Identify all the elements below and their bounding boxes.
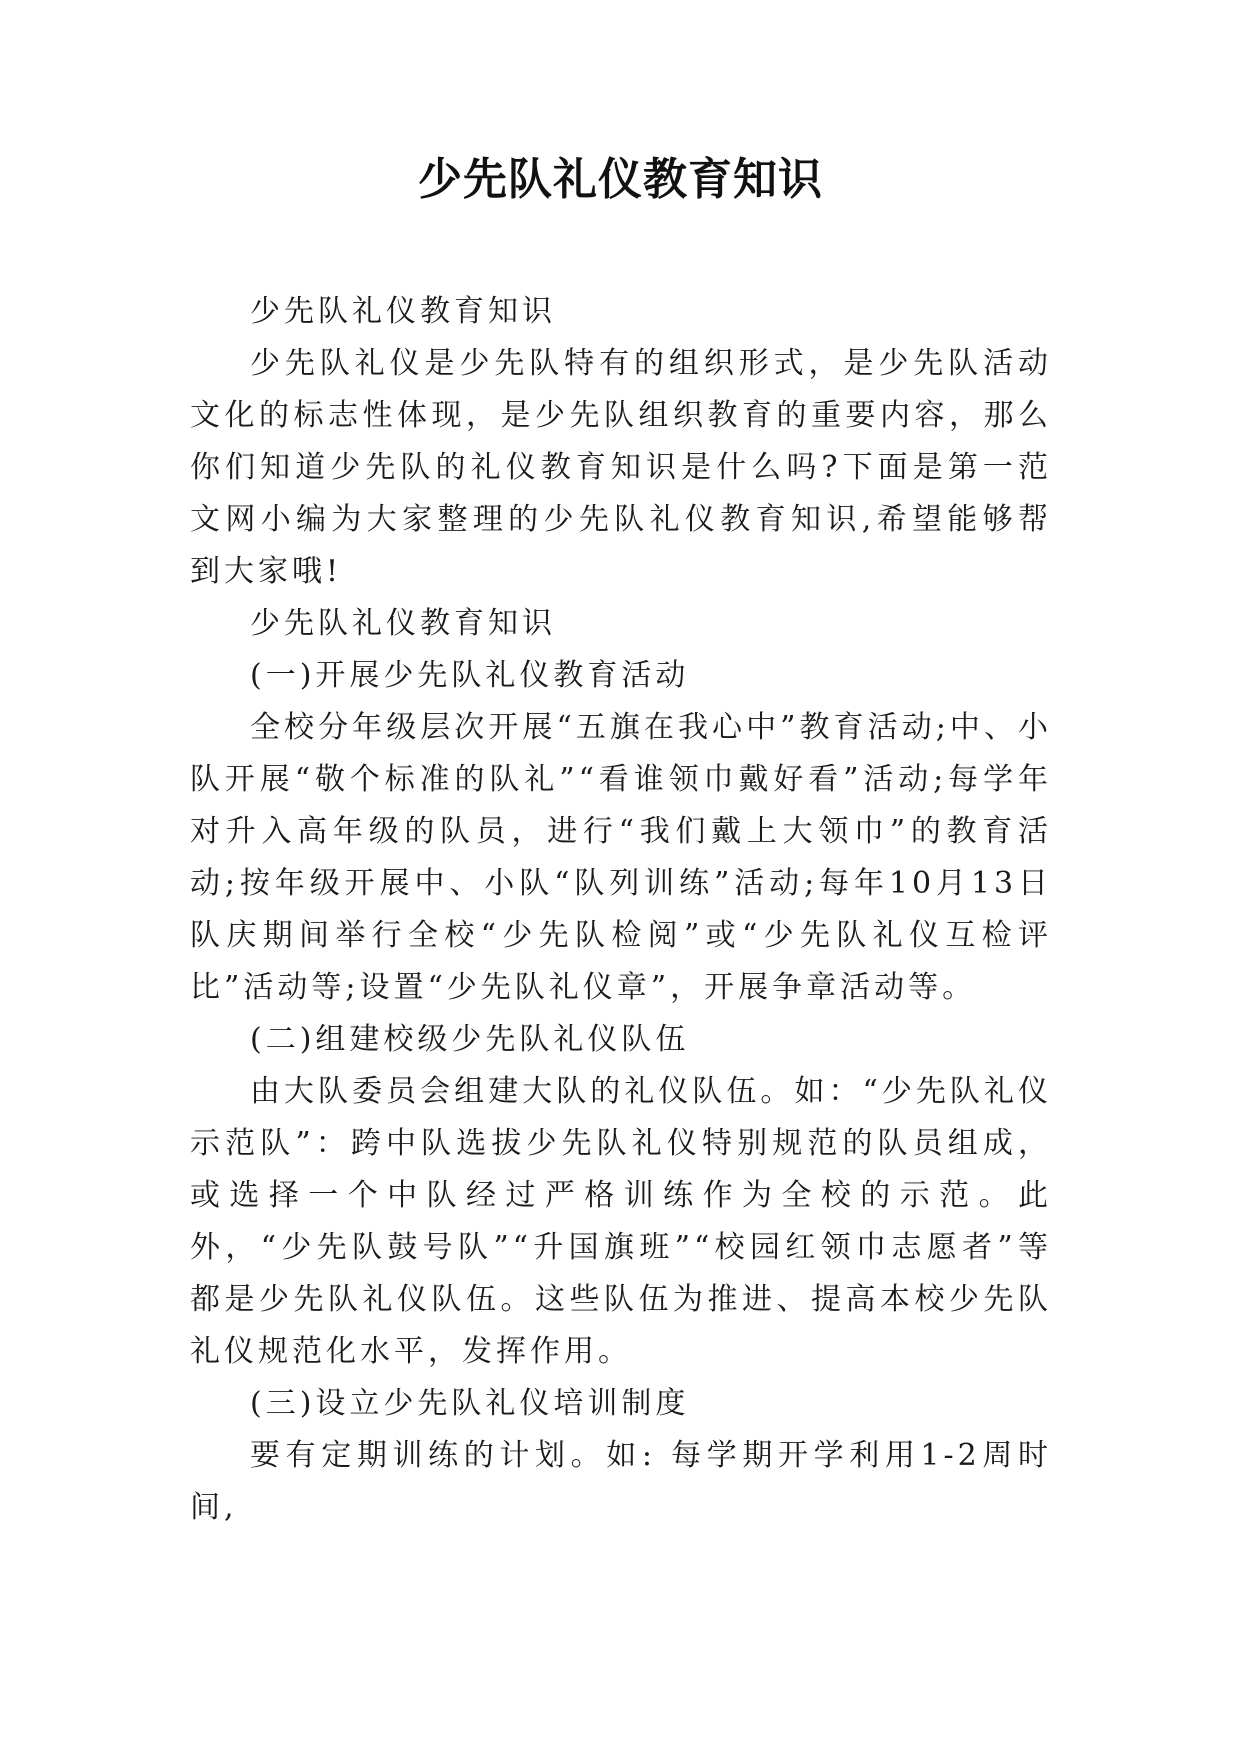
paragraph-heading-1: (一)开展少先队礼仪教育活动 [250, 658, 690, 693]
paragraph-training: 要有定期训练的计划。如: 每学期开学利用1-2周时间, [190, 1438, 1052, 1525]
paragraph-subtitle: 少先队礼仪教育知识 [250, 294, 556, 329]
paragraph-activities: 全校分年级层次开展“五旗在我心中”教育活动;中、小队开展“敬个标准的队礼”“看谁领巾戴好看”活动;每学年对升入高年级的队员，进行“我们戴上大领巾”的教育活动;按年级开展中、小队“队列训练”活动;每年10月13日队庆期间举行全校“少先队检阅”或“少先队礼仪互检评比”活动等;设置“少先队礼仪章”，开展争章活动等。 [190, 710, 1052, 1005]
paragraph-heading-2: (二)组建校级少先队礼仪队伍 [250, 1022, 690, 1057]
paragraph-heading-3: (三)设立少先队礼仪培训制度 [250, 1386, 690, 1421]
paragraph-section-heading: 少先队礼仪教育知识 [250, 606, 556, 641]
document-title: 少先队礼仪教育知识 [418, 154, 823, 205]
paragraph-intro: 少先队礼仪是少先队特有的组织形式，是少先队活动文化的标志性体现，是少先队组织教育的重要内容，那么你们知道少先队的礼仪教育知识是什么吗?下面是第一范文网小编为大家整理的少先队礼仪教育知识,希望能够帮到大家哦! [190, 346, 1052, 589]
document-body [190, 286, 1052, 1534]
paragraph-teams: 由大队委员会组建大队的礼仪队伍。如：“少先队礼仪示范队”：跨中队选拔少先队礼仪特别规范的队员组成，或选择一个中队经过严格训练作为全校的示范。此外，“少先队鼓号队”“升国旗班”“校园红领巾志愿者”等都是少先队礼仪队伍。这些队伍为推进、提高本校少先队礼仪规范化水平，发挥作用。 [190, 1074, 1052, 1369]
